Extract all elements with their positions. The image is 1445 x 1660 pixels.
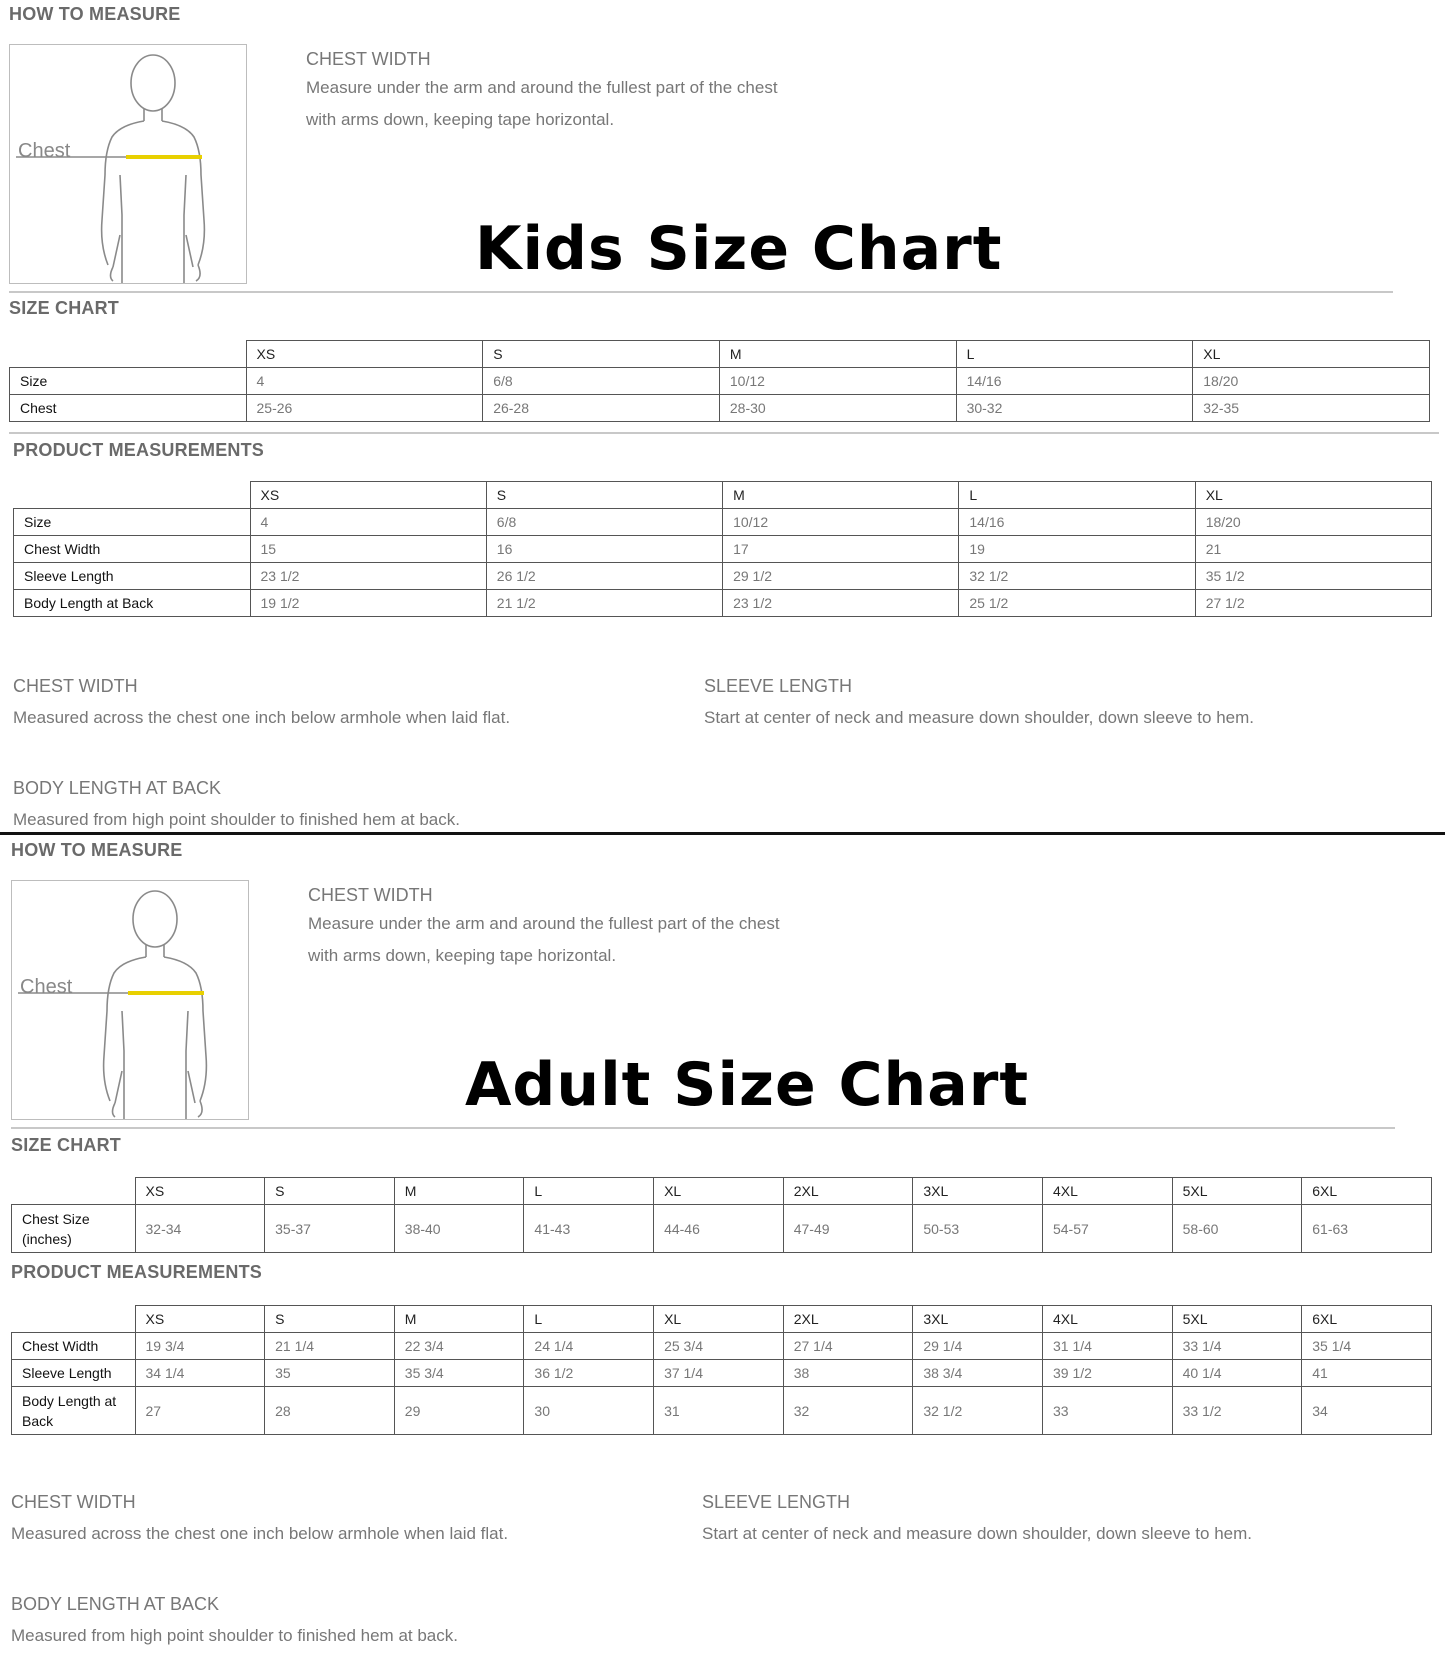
- table-row: [12, 1387, 1432, 1435]
- table-cell: 26-28: [483, 395, 720, 422]
- column-header: XS: [246, 341, 483, 368]
- section-divider: [0, 832, 1445, 835]
- column-header: XS: [250, 482, 486, 509]
- table-cell: 25 1/2: [959, 590, 1195, 617]
- table-row: [10, 368, 1430, 395]
- table-cell: 14/16: [959, 509, 1195, 536]
- column-header: 2XL: [783, 1178, 913, 1205]
- table-cell: 18/20: [1195, 509, 1431, 536]
- table-row: [14, 536, 1432, 563]
- table-cell: 29 1/4: [913, 1333, 1043, 1360]
- table-cell: 50-53: [913, 1205, 1043, 1253]
- body-outline-icon: [10, 45, 246, 283]
- table-cell: 35 3/4: [394, 1360, 524, 1387]
- table-cell: 34 1/4: [135, 1360, 265, 1387]
- table-cell: 35 1/2: [1195, 563, 1431, 590]
- chest-width-title: CHEST WIDTH: [13, 676, 138, 696]
- table-cell: 32: [783, 1387, 913, 1435]
- column-header: L: [959, 482, 1195, 509]
- table-cell: 25 3/4: [654, 1333, 784, 1360]
- table-cell: 29 1/2: [723, 563, 959, 590]
- kids-product-measurements-table: [13, 481, 1432, 617]
- table-cell: 35-37: [265, 1205, 395, 1253]
- table-cell: 44-46: [654, 1205, 784, 1253]
- product-measurements-label: PRODUCT MEASUREMENTS: [11, 1262, 263, 1282]
- table-cell: 33: [1042, 1387, 1172, 1435]
- row-label: Chest Size (inches): [12, 1205, 136, 1253]
- table-cell: 54-57: [1042, 1205, 1172, 1253]
- column-header: XL: [654, 1178, 784, 1205]
- table-cell: 4: [250, 509, 486, 536]
- table-cell: 10/12: [719, 368, 956, 395]
- table-row: [12, 1205, 1432, 1253]
- table-cell: 30-32: [956, 395, 1193, 422]
- table-cell: 28-30: [719, 395, 956, 422]
- row-label: Sleeve Length: [12, 1360, 136, 1387]
- column-header: 2XL: [783, 1306, 913, 1333]
- column-header: S: [265, 1178, 395, 1205]
- column-header: L: [956, 341, 1193, 368]
- table-cell: 33 1/4: [1172, 1333, 1302, 1360]
- divider: [9, 291, 1393, 293]
- how-to-measure-label: HOW TO MEASURE: [11, 840, 183, 860]
- table-cell: 34: [1302, 1387, 1432, 1435]
- column-header: XL: [1193, 341, 1430, 368]
- table-cell: 23 1/2: [250, 563, 486, 590]
- column-header: S: [486, 482, 722, 509]
- table-cell: 19 3/4: [135, 1333, 265, 1360]
- table-cell: 18/20: [1193, 368, 1430, 395]
- measure-title: CHEST WIDTH: [306, 49, 431, 69]
- column-header: XS: [135, 1178, 265, 1205]
- sleeve-length-text: Start at center of neck and measure down shoulder, down sleeve to hem.: [704, 708, 1254, 727]
- divider: [9, 432, 1439, 434]
- table-cell: 19: [959, 536, 1195, 563]
- adult-product-measurements-table: [11, 1305, 1432, 1435]
- table-cell: 6/8: [486, 509, 722, 536]
- table-cell: 32-35: [1193, 395, 1430, 422]
- column-header: L: [524, 1178, 654, 1205]
- row-label: Chest Width: [14, 536, 251, 563]
- column-header: 4XL: [1042, 1178, 1172, 1205]
- table-cell: 37 1/4: [654, 1360, 784, 1387]
- table-cell: 21 1/4: [265, 1333, 395, 1360]
- table-cell: 32 1/2: [913, 1387, 1043, 1435]
- page-title: Adult Size Chart: [465, 1050, 1030, 1120]
- column-header: 5XL: [1172, 1178, 1302, 1205]
- column-header: M: [719, 341, 956, 368]
- column-header: 4XL: [1042, 1306, 1172, 1333]
- table-header-row: [12, 1306, 1432, 1333]
- measure-text: Measure under the arm and around the fullest part of the chest with arms down, keeping tape horizontal.: [306, 78, 778, 129]
- table-cell: 22 3/4: [394, 1333, 524, 1360]
- table-cell: 10/12: [723, 509, 959, 536]
- table-cell: 27: [135, 1387, 265, 1435]
- measure-text: Measure under the arm and around the fullest part of the chest with arms down, keeping tape horizontal.: [308, 914, 780, 965]
- divider: [11, 1127, 1395, 1129]
- figure-chest-label: Chest: [18, 140, 71, 162]
- table-cell: 19 1/2: [250, 590, 486, 617]
- row-label: Chest Width: [12, 1333, 136, 1360]
- table-cell: 38 3/4: [913, 1360, 1043, 1387]
- table-cell: 36 1/2: [524, 1360, 654, 1387]
- table-row: [12, 1333, 1432, 1360]
- table-cell: 29: [394, 1387, 524, 1435]
- body-length-text: Measured from high point shoulder to finished hem at back.: [11, 1626, 458, 1645]
- table-cell: 6/8: [483, 368, 720, 395]
- table-cell: 31 1/4: [1042, 1333, 1172, 1360]
- size-chart-label: SIZE CHART: [9, 298, 119, 318]
- row-label: Size: [14, 509, 251, 536]
- column-header: M: [723, 482, 959, 509]
- chest-measure-figure: [11, 880, 249, 1120]
- how-to-measure-label: HOW TO MEASURE: [9, 4, 181, 24]
- table-cell: 35: [265, 1360, 395, 1387]
- chest-measure-figure: [9, 44, 247, 284]
- chest-width-text: Measured across the chest one inch below armhole when laid flat.: [11, 1524, 509, 1543]
- table-cell: 32 1/2: [959, 563, 1195, 590]
- body-length-title: BODY LENGTH AT BACK: [11, 1594, 220, 1614]
- table-cell: 31: [654, 1387, 784, 1435]
- table-cell: 21: [1195, 536, 1431, 563]
- adult-size-section: [0, 838, 1445, 1660]
- table-cell: 15: [250, 536, 486, 563]
- body-outline-icon: [12, 881, 248, 1119]
- table-cell: 30: [524, 1387, 654, 1435]
- table-cell: 41: [1302, 1360, 1432, 1387]
- table-cell: 38: [783, 1360, 913, 1387]
- row-label: Sleeve Length: [14, 563, 251, 590]
- table-cell: 24 1/4: [524, 1333, 654, 1360]
- table-cell: 14/16: [956, 368, 1193, 395]
- table-cell: 26 1/2: [486, 563, 722, 590]
- table-cell: 17: [723, 536, 959, 563]
- column-header: S: [265, 1306, 395, 1333]
- table-cell: 33 1/2: [1172, 1387, 1302, 1435]
- column-header: 3XL: [913, 1306, 1043, 1333]
- table-cell: 38-40: [394, 1205, 524, 1253]
- table-cell: 58-60: [1172, 1205, 1302, 1253]
- product-measurements-label: PRODUCT MEASUREMENTS: [13, 440, 265, 460]
- column-header: XL: [654, 1306, 784, 1333]
- sleeve-length-text: Start at center of neck and measure down shoulder, down sleeve to hem.: [702, 1524, 1252, 1543]
- row-label: Body Length at Back: [14, 590, 251, 617]
- column-header: S: [483, 341, 720, 368]
- adult-size-chart-table: [11, 1177, 1432, 1253]
- column-header: L: [524, 1306, 654, 1333]
- body-length-text: Measured from high point shoulder to finished hem at back.: [13, 810, 460, 829]
- column-header: M: [394, 1178, 524, 1205]
- row-label: Chest: [10, 395, 247, 422]
- table-cell: 41-43: [524, 1205, 654, 1253]
- table-row: [12, 1360, 1432, 1387]
- table-header-row: [10, 341, 1430, 368]
- table-cell: 23 1/2: [723, 590, 959, 617]
- sleeve-length-title: SLEEVE LENGTH: [704, 676, 853, 696]
- table-cell: 39 1/2: [1042, 1360, 1172, 1387]
- body-length-title: BODY LENGTH AT BACK: [13, 778, 222, 798]
- page-title: Kids Size Chart: [475, 214, 1003, 284]
- column-header: 6XL: [1302, 1178, 1432, 1205]
- row-label: Body Length at Back: [12, 1387, 136, 1435]
- kids-size-chart-table: [9, 340, 1430, 422]
- table-cell: 61-63: [1302, 1205, 1432, 1253]
- column-header: XL: [1195, 482, 1431, 509]
- table-cell: 25-26: [246, 395, 483, 422]
- table-cell: 16: [486, 536, 722, 563]
- table-header-row: [12, 1178, 1432, 1205]
- table-cell: 27 1/2: [1195, 590, 1431, 617]
- column-header: M: [394, 1306, 524, 1333]
- table-header-row: [14, 482, 1432, 509]
- table-cell: 40 1/4: [1172, 1360, 1302, 1387]
- figure-chest-label: Chest: [20, 976, 73, 998]
- chest-width-text: Measured across the chest one inch below armhole when laid flat.: [13, 708, 511, 727]
- table-row: [10, 395, 1430, 422]
- table-cell: 4: [246, 368, 483, 395]
- column-header: XS: [135, 1306, 265, 1333]
- table-cell: 35 1/4: [1302, 1333, 1432, 1360]
- row-label: Size: [10, 368, 247, 395]
- measure-title: CHEST WIDTH: [308, 885, 433, 905]
- column-header: 6XL: [1302, 1306, 1432, 1333]
- table-cell: 21 1/2: [486, 590, 722, 617]
- size-chart-label: SIZE CHART: [11, 1135, 121, 1155]
- chest-width-title: CHEST WIDTH: [11, 1492, 136, 1512]
- table-row: [14, 590, 1432, 617]
- table-cell: 32-34: [135, 1205, 265, 1253]
- table-cell: 28: [265, 1387, 395, 1435]
- table-cell: 27 1/4: [783, 1333, 913, 1360]
- table-row: [14, 563, 1432, 590]
- table-row: [14, 509, 1432, 536]
- sleeve-length-title: SLEEVE LENGTH: [702, 1492, 851, 1512]
- column-header: 5XL: [1172, 1306, 1302, 1333]
- column-header: 3XL: [913, 1178, 1043, 1205]
- table-cell: 47-49: [783, 1205, 913, 1253]
